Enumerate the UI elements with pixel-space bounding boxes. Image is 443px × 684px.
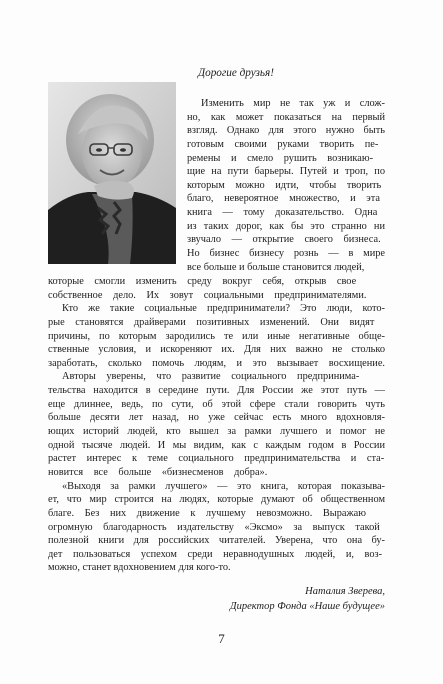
text-line: причины, по которым зародились те или иные негативные обще- xyxy=(48,330,385,342)
text-line: но, как может показаться на первый xyxy=(187,111,385,123)
text-line: книга — тому доказательство. Одна xyxy=(187,207,378,219)
text-line: растет интерес к теме социального предпринимательства и ста- xyxy=(48,453,385,465)
text-line: ющих историй людей, кто вышел за рамки лучшего и помог не xyxy=(48,426,385,438)
text-line: больше десяти лет назад, но уже сейчас есть много вдохновля- xyxy=(48,412,385,424)
text-line: можно, станет вдохновением для кого-то. xyxy=(48,562,231,574)
text-line: заработать, сколько помочь людям, и это вызывает восхищение. xyxy=(48,357,385,369)
text-line: огромную благодарность издательству «Эксмо» за выпуск такой xyxy=(48,521,380,533)
text-line: собственное дело. Их зовут социальными предпринимателями. xyxy=(48,289,367,301)
text-line: ремены и смело рушить возникаю- xyxy=(187,152,374,164)
text-line: новится все больше «бизнесменов добра». xyxy=(48,466,268,478)
text-line: благо, невероятное множество, и эта xyxy=(187,193,380,205)
text-line: Авторы уверены, что развитие социального предпринима- xyxy=(62,371,360,383)
signature-name: Наталия Зверева, xyxy=(305,586,385,597)
text-line: дет пользоваться успехом среди неравнодушных людей, и, воз- xyxy=(48,548,383,560)
text-line: которые смогли изменить среду вокруг себя, открыв свое xyxy=(48,276,357,287)
text-line: благе. Без них движение к лучшему невозможно. Выражаю xyxy=(48,507,366,519)
text-line: щие на пути барьеры. Путей и троп, по xyxy=(187,166,385,178)
text-line: из таких дорог, как бы это странно ни xyxy=(187,220,385,232)
text-line: готовым своими руками творить пе- xyxy=(187,138,379,150)
greeting: Дорогие друзья! xyxy=(198,67,274,79)
text-line: одной тысяче людей. И мы видим, как с каждым годом в России xyxy=(48,439,385,451)
text-line: взгляд. Однако для этого нужно быть xyxy=(187,125,385,137)
text-line: тельства находится в середине пути. Для России же этот путь — xyxy=(48,385,385,397)
text-line: «Выходя за рамки лучшего» — это книга, которая показыва- xyxy=(62,480,385,492)
text-line: рые становятся драйверами позитивных изменений. Они видят xyxy=(48,316,375,328)
text-line: все больше и больше становится людей, xyxy=(187,261,365,273)
text-line: Изменить мир не так уж и слож- xyxy=(201,98,385,109)
body-text xyxy=(48,275,385,575)
text-line: еще длиннее, ведь, по сути, об этой сфере стали говорить чуть xyxy=(48,398,385,410)
text-line: которым можно идти, чтобы творить xyxy=(187,179,382,191)
text-line: звучало — открытие своего бизнеса. xyxy=(187,234,381,246)
signature-title: Директор Фонда «Наше будущее» xyxy=(229,601,385,612)
text-line: Но бизнес бизнесу рознь — в мире xyxy=(187,248,385,260)
text-line: Кто же такие социальные предприниматели? Это люди, кото- xyxy=(62,303,385,315)
author-portrait xyxy=(48,82,176,264)
text-line: ет, что мир строится на людях, которые думают об общественном xyxy=(48,494,385,506)
intro-paragraph xyxy=(187,97,385,274)
text-line: ственные условия, и искореняют их. Для них важно не столько xyxy=(48,344,385,356)
page-number: 7 xyxy=(218,631,225,646)
text-line: полезной книги для российских читателей. Уверена, что она бу- xyxy=(48,535,385,547)
